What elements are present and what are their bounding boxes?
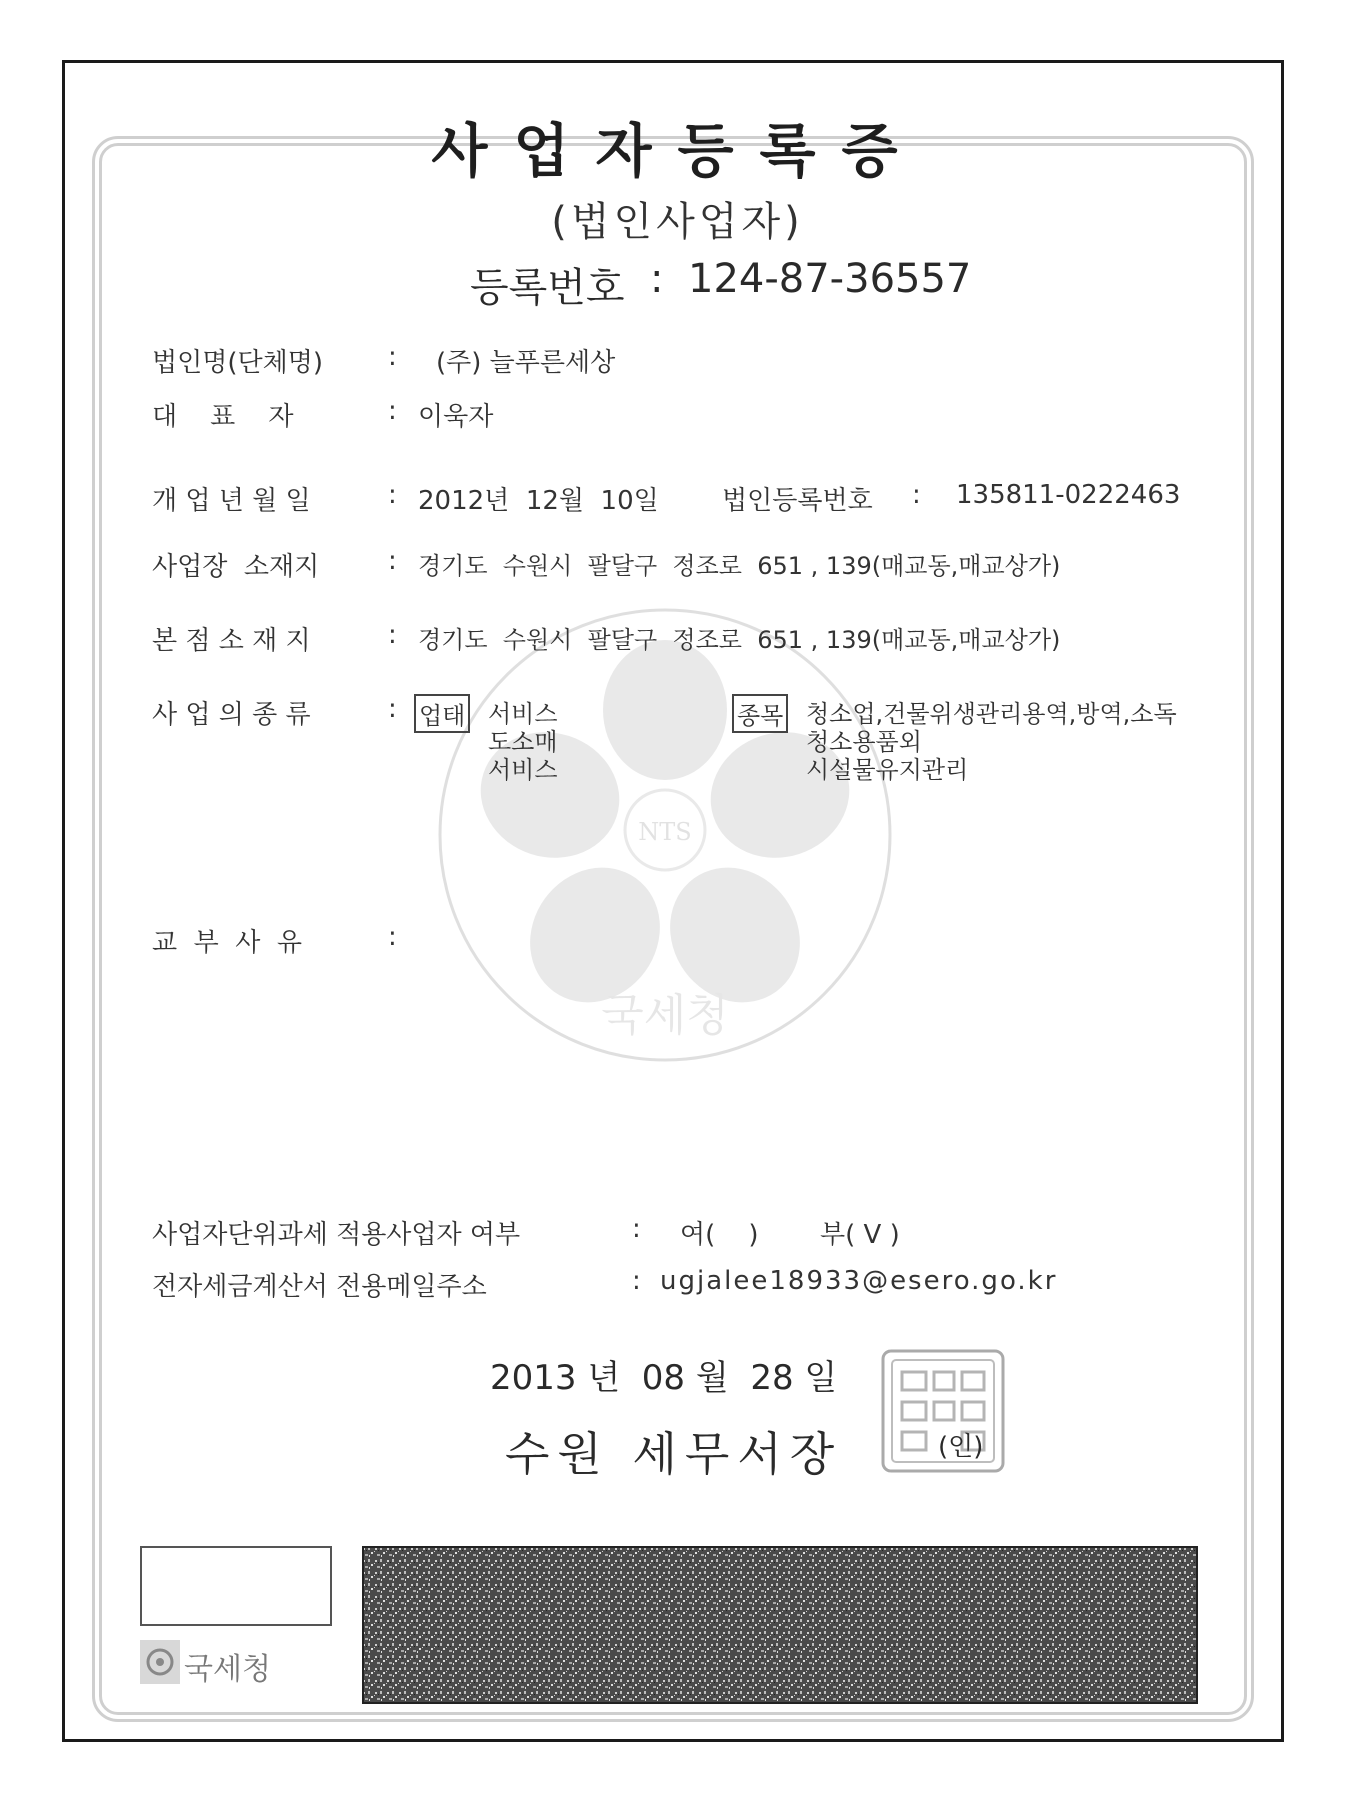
- seal-mark: (인): [938, 1432, 984, 1462]
- representative-label: 대 표 자: [152, 402, 294, 432]
- registration-number-label: 등록번호: [470, 265, 625, 311]
- representative-colon: :: [388, 396, 397, 426]
- business-location-colon: :: [388, 546, 397, 576]
- opening-date-value: 2012년 12월 10일: [418, 486, 659, 516]
- item-label-box: 종목: [732, 694, 788, 733]
- issue-date: 2013 년 08 월 28 일: [490, 1358, 838, 1398]
- opening-date-colon: :: [388, 480, 397, 510]
- category-item-3: 서비스: [488, 756, 558, 784]
- security-barcode-pattern: [362, 1546, 1198, 1704]
- business-location-value: 경기도 수원시 팔달구 정조로 651 , 139(매교동,매교상가): [418, 552, 1061, 580]
- issue-reason-label: 교 부 사 유: [152, 928, 303, 958]
- business-type-colon: :: [388, 694, 397, 724]
- issue-reason-colon: :: [388, 922, 397, 952]
- category-item-1: 서비스: [488, 700, 558, 728]
- unit-tax-no: 부( V ): [820, 1220, 900, 1250]
- business-item-1: 청소업,건물위생관리용역,방역,소독: [806, 700, 1177, 728]
- corp-reg-no-colon: :: [912, 480, 921, 510]
- nts-emblem-icon: [430, 600, 900, 1070]
- email-colon: :: [632, 1266, 641, 1296]
- watermark-center-text: NTS: [638, 818, 692, 846]
- document-title: 사업자등록증: [431, 117, 924, 185]
- head-office-location-value: 경기도 수원시 팔달구 정조로 651 , 139(매교동,매교상가): [418, 626, 1061, 654]
- registration-number-colon: :: [650, 256, 664, 302]
- email-label: 전자세금계산서 전용메일주소: [152, 1272, 487, 1302]
- registration-number-value: 124-87-36557: [688, 256, 972, 302]
- nts-logo-text: 국세청: [184, 1652, 271, 1687]
- unit-tax-label: 사업자단위과세 적용사업자 여부: [152, 1220, 521, 1250]
- corp-name-label: 법인명(단체명): [152, 348, 323, 378]
- business-type-label: 사 업 의 종 류: [152, 700, 311, 730]
- watermark-bottom-text: 국세청: [601, 990, 729, 1041]
- corp-name-colon: :: [388, 342, 397, 372]
- category-label-box: 업태: [414, 694, 470, 733]
- verification-code-box: [140, 1546, 332, 1626]
- issuing-office: 수원 세무서장: [505, 1427, 843, 1481]
- corp-name-value: (주) 늘푸른세상: [436, 348, 616, 378]
- corp-reg-no-value: 135811-0222463: [956, 480, 1181, 510]
- category-item-2: 도소매: [488, 728, 558, 756]
- document-subtitle: (법인사업자): [551, 199, 804, 245]
- email-value: ugjalee18933@esero.go.kr: [660, 1266, 1058, 1296]
- corp-reg-no-label: 법인등록번호: [722, 486, 873, 516]
- head-office-location-label: 본 점 소 재 지: [152, 626, 311, 656]
- business-item-3: 시설물유지관리: [806, 756, 969, 784]
- unit-tax-colon: :: [632, 1214, 641, 1244]
- business-location-label: 사업장 소재지: [152, 552, 320, 582]
- opening-date-label: 개 업 년 월 일: [152, 486, 311, 516]
- head-office-location-colon: :: [388, 620, 397, 650]
- representative-value: 이욱자: [418, 402, 494, 432]
- unit-tax-yes: 여( ): [680, 1220, 759, 1250]
- business-item-2: 청소용품외: [806, 728, 922, 756]
